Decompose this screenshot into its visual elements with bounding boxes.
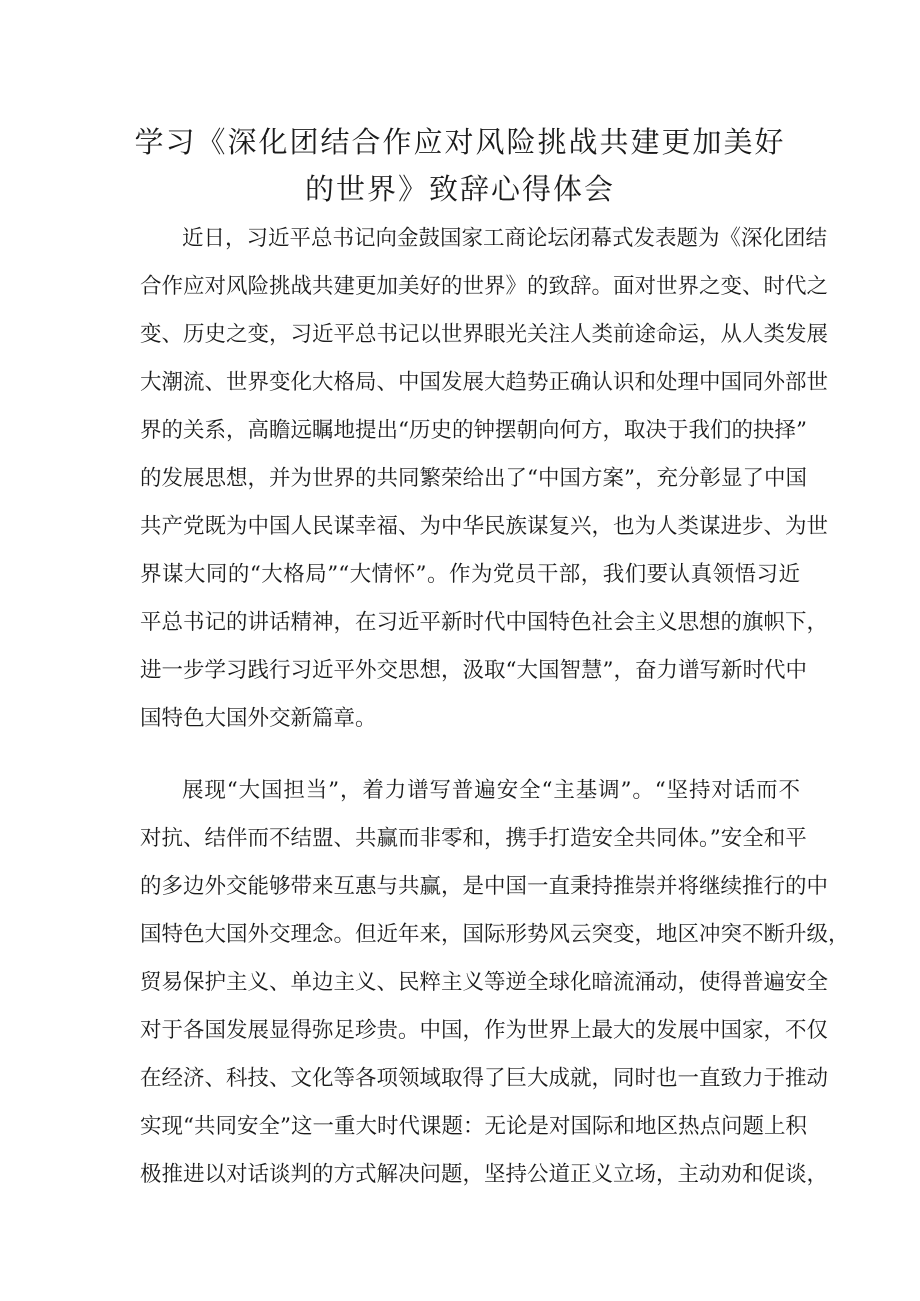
paragraph-line: 共产党既为中国人民谋幸福、为中华民族谋复兴，也为人类谋进步、为世 bbox=[140, 514, 829, 539]
paragraph-line: 变、历史之变，习近平总书记以世界眼光关注人类前途命运，从人类发展 bbox=[140, 322, 829, 347]
paragraph-line: 在经济、科技、文化等各项领域取得了巨大成就，同时也一直致力于推动 bbox=[140, 1066, 829, 1091]
paragraph-line: 界谋大同的“大格局”“大情怀”。作为党员干部，我们要认真领悟习近 bbox=[140, 562, 800, 587]
paragraph-line: 国特色大国外交新篇章。 bbox=[140, 706, 377, 731]
document-title-line-2: 的世界》致辞心得体会 bbox=[304, 172, 615, 206]
paragraph-line: 实现“共同安全”这一重大时代课题：无论是对国际和地区热点问题上积 bbox=[140, 1114, 807, 1139]
paragraph-line: 对于各国发展显得弥足珍贵。中国，作为世界上最大的发展中国家，不仅 bbox=[140, 1018, 829, 1043]
paragraph-line: 贸易保护主义、单边主义、民粹主义等逆全球化暗流涌动，使得普遍安全 bbox=[140, 970, 829, 995]
paragraph-line: 近日，习近平总书记向金鼓国家工商论坛闭幕式发表题为《深化团结 bbox=[182, 226, 828, 251]
paragraph-line: 展现“大国担当”，着力谱写普遍安全“主基调”。“坚持对话而不 bbox=[182, 778, 800, 803]
paragraph-line: 对抗、结伴而不结盟、共赢而非零和，携手打造安全共同体。”安全和平 bbox=[140, 826, 807, 851]
paragraph-line: 极推进以对话谈判的方式解决问题，坚持公道正义立场，主动劝和促谈， bbox=[140, 1162, 829, 1187]
document-title-line-1: 学习《深化团结合作应对风险挑战共建更加美好 bbox=[134, 125, 786, 159]
paragraph-line: 平总书记的讲话精神，在习近平新时代中国特色社会主义思想的旗帜下， bbox=[140, 610, 829, 635]
paragraph-line: 的多边外交能够带来互惠与共赢，是中国一直秉持推崇并将继续推行的中 bbox=[140, 874, 829, 899]
paragraph-line: 大潮流、世界变化大格局、中国发展大趋势正确认识和处理中国同外部世 bbox=[140, 370, 829, 395]
paragraph-line: 国特色大国外交理念。但近年来，国际形势风云突变，地区冲突不断升级， bbox=[140, 922, 850, 947]
paragraph-line: 的发展思想，并为世界的共同繁荣给出了“中国方案”，充分彰显了中国 bbox=[140, 466, 807, 491]
paragraph-line: 界的关系，高瞻远瞩地提出“历史的钟摆朝向何方，取决于我们的抉择” bbox=[140, 418, 807, 443]
paragraph-line: 进一步学习践行习近平外交思想，汲取“大国智慧”，奋力谱写新时代中 bbox=[140, 658, 807, 683]
paragraph-line: 合作应对风险挑战共建更加美好的世界》的致辞。面对世界之变、时代之 bbox=[140, 274, 829, 299]
